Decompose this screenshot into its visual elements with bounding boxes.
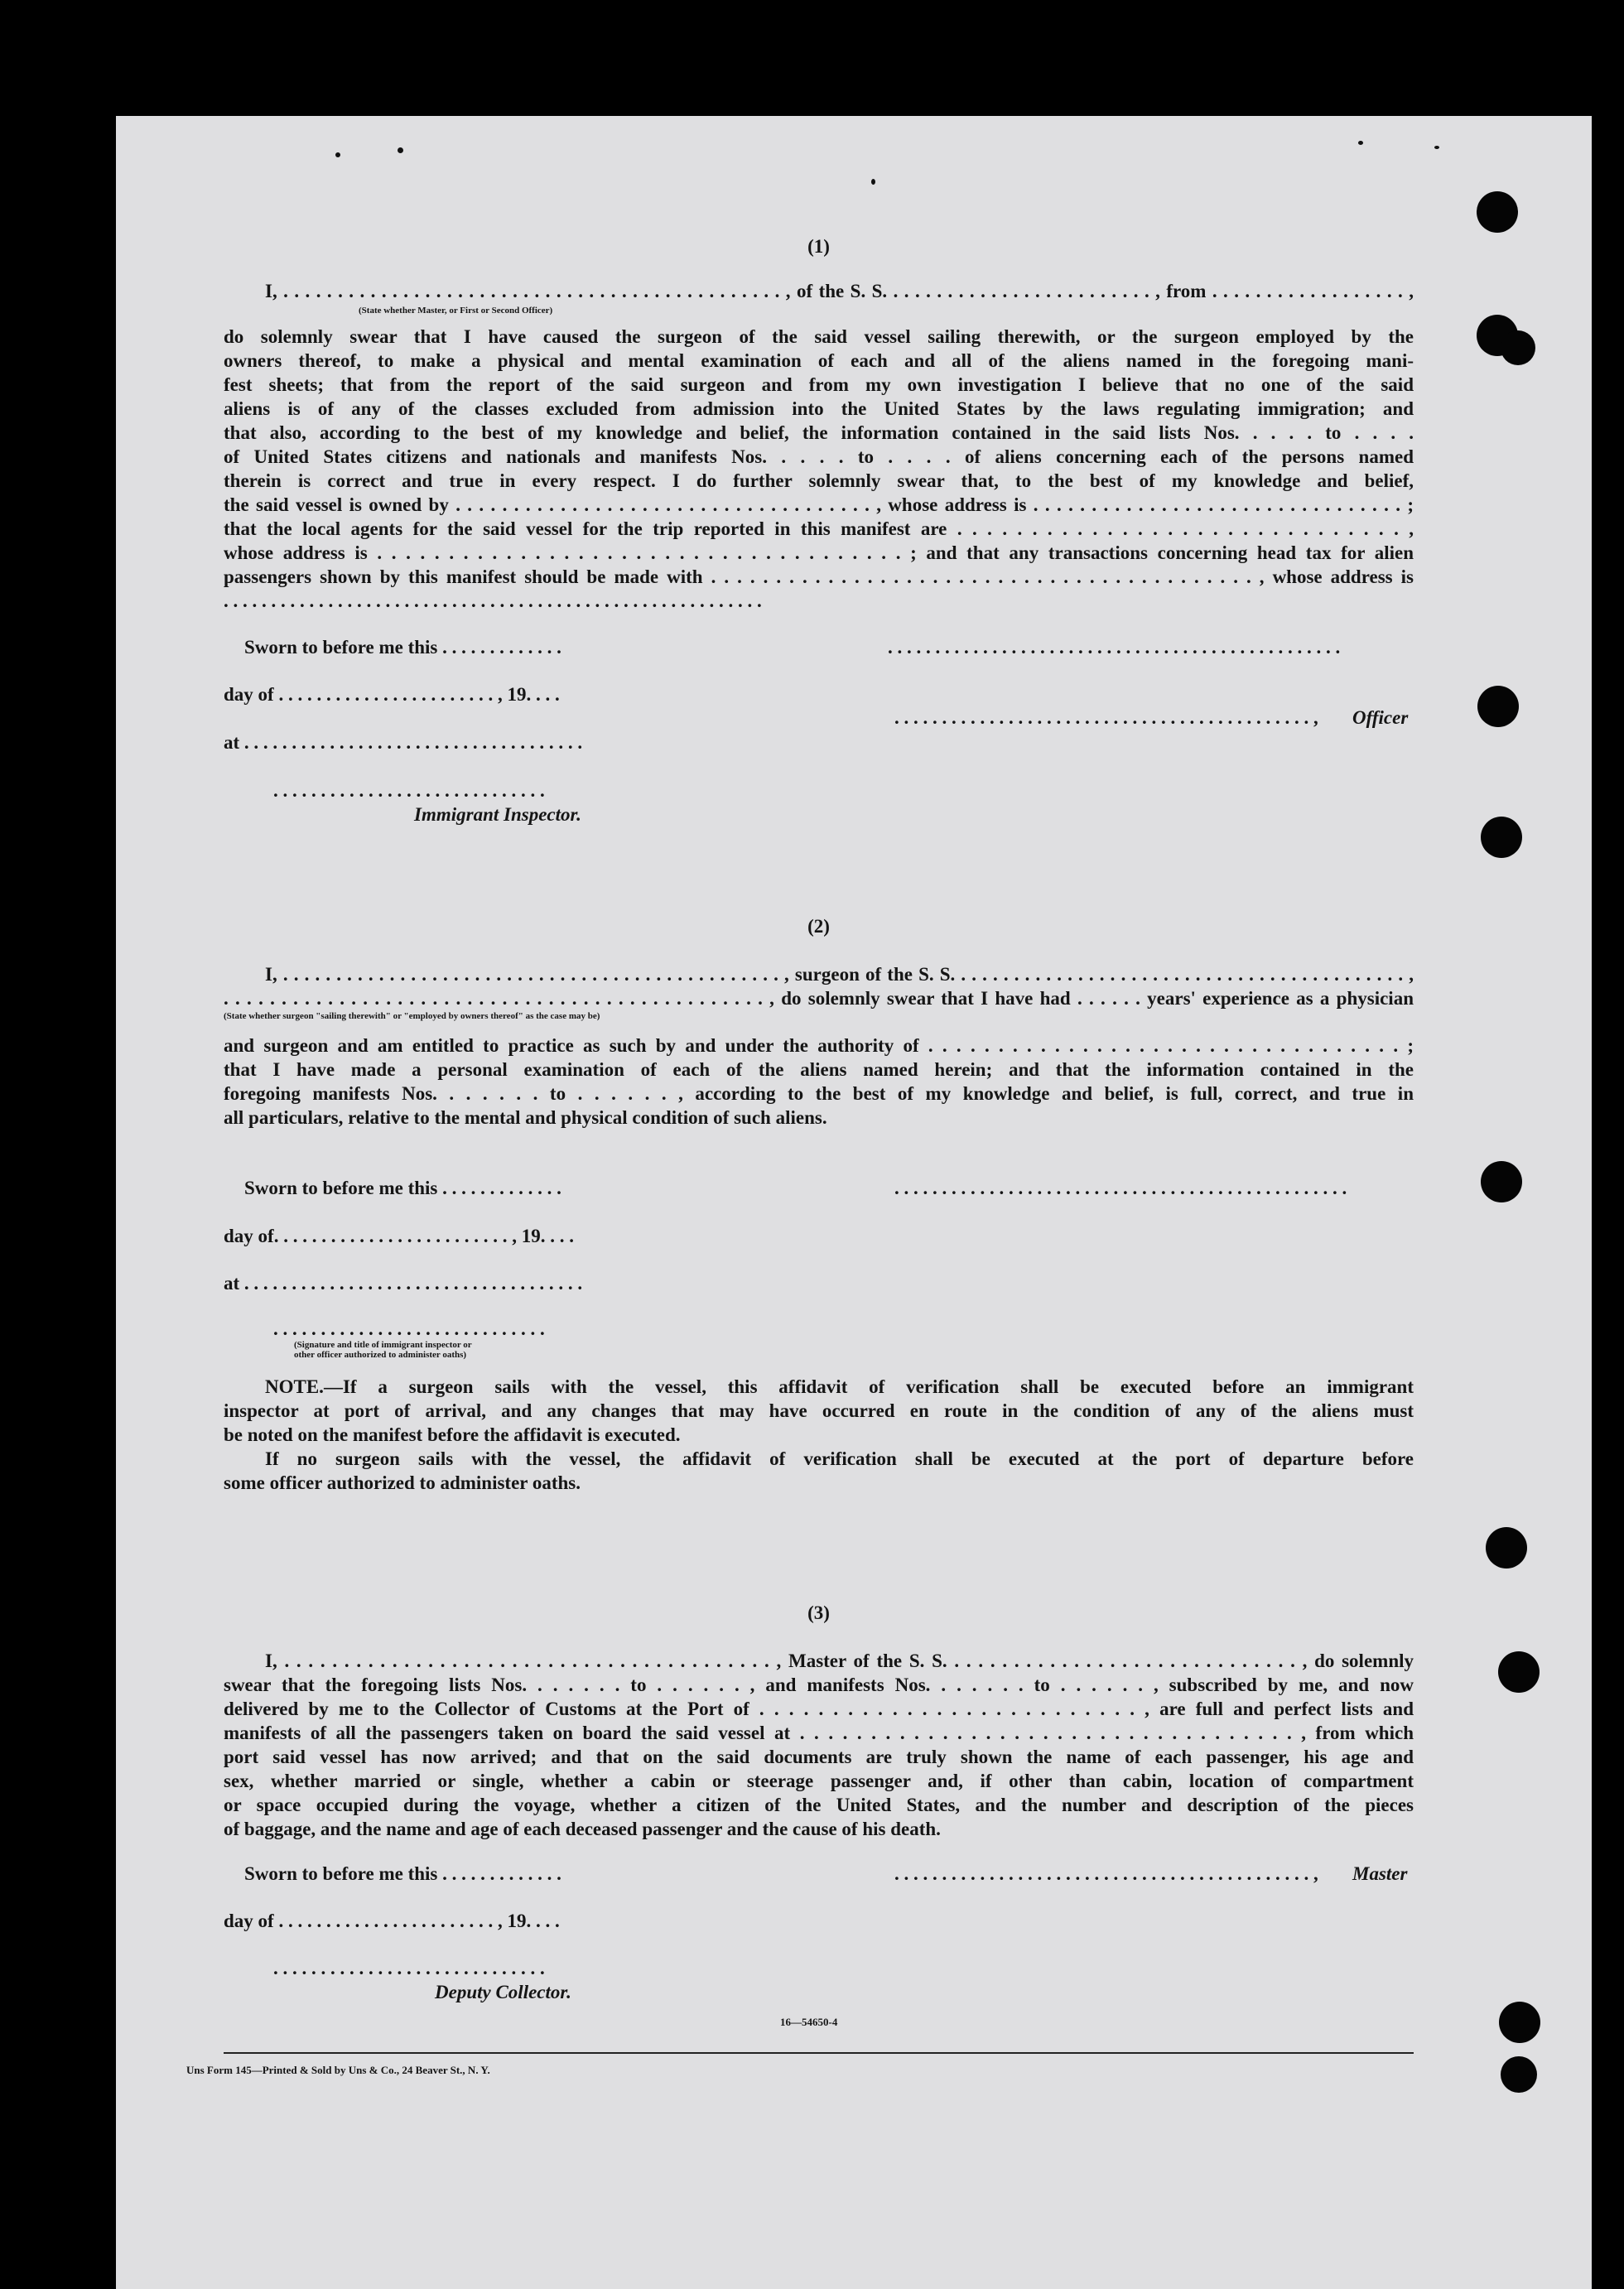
section-1-sworn: Sworn to before me this . . . . . . . . . . . . . bbox=[244, 637, 561, 658]
section-2-second-line: . . . . . . . . . . . . . . . . . . . . . . . . . . . . . . . . . . . . . . . . . . . . . . . , do solemnly swear that I have had . . . . . . years' experience as a physician bbox=[224, 988, 1414, 1009]
punch-hole bbox=[1499, 2002, 1540, 2043]
section-2-number: (2) bbox=[807, 916, 830, 937]
footer-rule bbox=[224, 2052, 1414, 2054]
punch-hole bbox=[1481, 1161, 1522, 1202]
printer-imprint: Uns Form 145—Printed & Sold by Uns & Co., 24 Beaver St., N. Y. bbox=[186, 2064, 490, 2076]
punch-hole bbox=[1498, 1651, 1540, 1693]
punch-hole bbox=[1501, 330, 1535, 365]
section-1-caption: (State whether Master, or First or Second Officer) bbox=[359, 306, 553, 316]
section-3-body-line: sex, whether married or single, whether a cabin or steerage passenger and, if other than cabin, location of compartment bbox=[224, 1771, 1414, 1791]
section-1-officer-label: Officer bbox=[1352, 707, 1409, 728]
section-3-opening-line: I, . . . . . . . . . . . . . . . . . . . . . . . . . . . . . . . . . . . . . . . . . , Master of the S. S. . . . . . . . . . . . . . . . . . . . . . . . . . . . . . , do solemnly bbox=[265, 1650, 1414, 1671]
section-2-last-line: all particulars, relative to the mental and physical condition of such aliens. bbox=[224, 1107, 827, 1128]
section-1-officer-signature-line: . . . . . . . . . . . . . . . . . . . . . . . . . . . . . . . . . . . . . . . . . . . . , bbox=[894, 707, 1318, 728]
ink-speck bbox=[398, 147, 403, 153]
section-2-signature-line: . . . . . . . . . . . . . . . . . . . . . . . . . . . . . bbox=[273, 1318, 545, 1339]
punch-hole bbox=[1481, 817, 1522, 858]
section-2-opening-line: I, . . . . . . . . . . . . . . . . . . . . . . . . . . . . . . . . . . . . . . . . . . . . . . . , surgeon of the S. S. . . . . . . . . . . . . . . . . . . . . . . . . . . . . . . . . . . . . . . . . . . , bbox=[265, 964, 1414, 985]
punch-hole bbox=[1477, 686, 1519, 727]
note-label: NOTE. bbox=[265, 1376, 324, 1397]
section-2-signature-caption: other officer authorized to administer oaths) bbox=[294, 1350, 467, 1360]
section-1-last-line: . . . . . . . . . . . . . . . . . . . . . . . . . . . . . . . . . . . . . . . . . . . . . . . . . . . . . . . . . bbox=[224, 590, 762, 611]
section-1-body-line: do solemnly swear that I have caused the surgeon of the said vessel sailing therewith, or the surgeon employed by the bbox=[224, 326, 1414, 347]
section-1-at: at . . . . . . . . . . . . . . . . . . . . . . . . . . . . . . . . . . . . bbox=[224, 732, 583, 753]
section-3-body-line: port said vessel has now arrived; and that on the said documents are truly shown the name of each passenger, his age and bbox=[224, 1747, 1414, 1767]
section-2-day: day of. . . . . . . . . . . . . . . . . . . . . . . . . , 19. . . . bbox=[224, 1226, 574, 1246]
section-1-body-line: whose address is . . . . . . . . . . . . . . . . . . . . . . . . . . . . . . . . . . . . . ; and that any transactions concerning head tax for alien bbox=[224, 542, 1414, 563]
section-2-note-line: If no surgeon sails with the vessel, the affidavit of verification shall be executed at the port of departure before bbox=[265, 1448, 1414, 1469]
document-page bbox=[116, 116, 1592, 2289]
section-1-inspector-signature-line: . . . . . . . . . . . . . . . . . . . . . . . . . . . . . bbox=[273, 780, 545, 801]
section-1-body-line: the said vessel is owned by . . . . . . . . . . . . . . . . . . . . . . . . . . . . . . . . . . . . , whose address is . . . . . . . . . . . . . . . . . . . . . . . . . . . . . . . . ; bbox=[224, 494, 1414, 515]
section-3-day: day of . . . . . . . . . . . . . . . . . . . . . . . , 19. . . . bbox=[224, 1911, 560, 1931]
section-2-note-line bbox=[224, 1375, 1414, 1399]
punch-hole bbox=[1486, 1527, 1527, 1569]
section-2-right-signature-line: . . . . . . . . . . . . . . . . . . . . . . . . . . . . . . . . . . . . . . . . . . . . . . . . bbox=[894, 1178, 1347, 1198]
section-3-body-line: manifests of all the passengers taken on board the said vessel at . . . . . . . . . . . . . . . . . . . . . . . . . . . . . . . . . . . , from which bbox=[224, 1723, 1414, 1743]
section-2-body-line: and surgeon and am entitled to practice as such by and under the authority of . . . . . . . . . . . . . . . . . . . . . . . . . . . . . . . . . . ; bbox=[224, 1035, 1414, 1056]
section-1-number: (1) bbox=[807, 236, 830, 257]
section-2-note-line: some officer authorized to administer oaths. bbox=[224, 1472, 581, 1493]
section-1-day: day of . . . . . . . . . . . . . . . . . . . . . . . , 19. . . . bbox=[224, 684, 560, 705]
section-3-master-signature-line: . . . . . . . . . . . . . . . . . . . . . . . . . . . . . . . . . . . . . . . . . . . . , bbox=[894, 1863, 1318, 1884]
section-1-body-line: that the local agents for the said vessel for the trip reported in this manifest are . . . . . . . . . . . . . . . . . . . . . . . . . . . . . . , bbox=[224, 518, 1414, 539]
section-3-master-label: Master bbox=[1352, 1863, 1408, 1884]
section-3-number: (3) bbox=[807, 1602, 830, 1623]
section-1-body-line: aliens is of any of the classes excluded from admission into the United States by the laws regulating immigration; and bbox=[224, 398, 1414, 419]
section-1-inspector-label: Immigrant Inspector. bbox=[414, 804, 581, 825]
section-2-at: at . . . . . . . . . . . . . . . . . . . . . . . . . . . . . . . . . . . . bbox=[224, 1273, 583, 1294]
section-2-note-line: be noted on the manifest before the affidavit is executed. bbox=[224, 1424, 681, 1445]
section-1-signature-line: . . . . . . . . . . . . . . . . . . . . . . . . . . . . . . . . . . . . . . . . . . . . . . . . bbox=[888, 637, 1341, 658]
section-2-note-line: inspector at port of arrival, and any changes that may have occurred en route in the condition of any of the aliens must bbox=[224, 1400, 1414, 1421]
section-1-body-line: passengers shown by this manifest should be made with . . . . . . . . . . . . . . . . . . . . . . . . . . . . . . . . . . . . . . . . . . , whose address is bbox=[224, 566, 1414, 587]
ink-speck bbox=[335, 152, 340, 157]
section-2-caption: (State whether surgeon "sailing therewith" or "employed by owners thereof" as the case may be) bbox=[224, 1011, 600, 1021]
section-1-body-line: fest sheets; that from the report of the said surgeon and from my own investigation I believe that no one of the said bbox=[224, 374, 1414, 395]
punch-hole bbox=[1501, 2056, 1537, 2093]
section-1-body-line: that also, according to the best of my knowledge and belief, the information contained in the said lists Nos. . . . . to . . . . bbox=[224, 422, 1414, 443]
ink-speck bbox=[871, 179, 875, 185]
ink-speck bbox=[1358, 141, 1363, 145]
ink-speck bbox=[1434, 146, 1439, 149]
section-3-collector-signature-line: . . . . . . . . . . . . . . . . . . . . . . . . . . . . . bbox=[273, 1958, 545, 1978]
section-2-sworn: Sworn to before me this . . . . . . . . . . . . . bbox=[244, 1178, 561, 1198]
section-3-body-line: swear that the foregoing lists Nos. . . . . . . to . . . . . . , and manifests Nos. . . . . . . to . . . . . . , subscribed by me, and now bbox=[224, 1675, 1414, 1695]
note-text: —If a surgeon sails with the vessel, this affidavit of verification shall be executed before an immigrant bbox=[323, 1376, 1414, 1397]
section-1-body-line: therein is correct and true in every respect. I do further solemnly swear that, to the best of my knowledge and belief, bbox=[224, 470, 1414, 491]
print-code: 16—54650-4 bbox=[780, 2016, 838, 2028]
section-3-last-line: of baggage, and the name and age of each deceased passenger and the cause of his death. bbox=[224, 1819, 941, 1839]
section-3-body-line: delivered by me to the Collector of Customs at the Port of . . . . . . . . . . . . . . . . . . . . . . . . . . , are full and perfect lists and bbox=[224, 1699, 1414, 1719]
section-2-signature-caption: (Signature and title of immigrant inspector or bbox=[294, 1340, 472, 1350]
section-1-opening-line: I, . . . . . . . . . . . . . . . . . . . . . . . . . . . . . . . . . . . . . . . . . . . . . . , of the S. S. . . . . . . . . . . . . . . . . . . . . . . . . , from . . . . . . . . . . . . . . . . . . , bbox=[265, 281, 1414, 301]
section-3-collector-label: Deputy Collector. bbox=[435, 1982, 571, 2002]
section-3-body-line: or space occupied during the voyage, whether a citizen of the United States, and the number and description of the pieces bbox=[224, 1795, 1414, 1815]
section-3-sworn: Sworn to before me this . . . . . . . . . . . . . bbox=[244, 1863, 561, 1884]
section-1-body-line: of United States citizens and nationals and manifests Nos. . . . . to . . . . of aliens concerning each of the persons named bbox=[224, 446, 1414, 467]
punch-hole bbox=[1477, 191, 1518, 233]
section-1-body-line: owners thereof, to make a physical and mental examination of each and all of the aliens named in the foregoing mani- bbox=[224, 350, 1414, 371]
section-2-body-line: foregoing manifests Nos. . . . . . . to . . . . . . , according to the best of my knowledge and belief, is full, correct, and true in bbox=[224, 1083, 1414, 1104]
section-2-body-line: that I have made a personal examination of each of the aliens named herein; and that the information contained in the bbox=[224, 1059, 1414, 1080]
